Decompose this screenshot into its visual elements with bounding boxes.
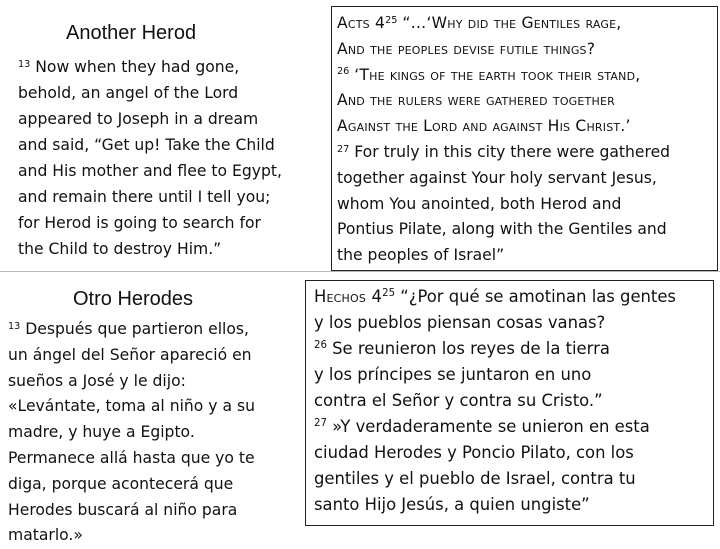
text-line: the peoples of Israel” (337, 246, 505, 265)
text-line-content: Después que partieron ellos, (25, 320, 250, 338)
text-line (314, 284, 676, 310)
verse-number: 13 (18, 58, 31, 70)
spanish-heading: Otro Herodes (73, 288, 194, 310)
spanish-mateo-text (8, 317, 255, 549)
text-line: behold, an angel of the Lord (18, 84, 239, 102)
text-line (8, 317, 255, 343)
english-acts-box (331, 6, 718, 271)
text-line: the Child to destroy Him.” (18, 240, 222, 258)
text-line: whom You anointed, both Herod and (337, 194, 622, 213)
text-line-content: For truly in this city there were gathered (354, 142, 671, 161)
text-line: santo Hijo Jesús, a quien ungiste” (314, 495, 590, 514)
verse-number: 27 (337, 143, 350, 155)
text-line: madre, y huye a Egipto. (8, 423, 195, 442)
text-line: ciudad Herodes y Poncio Pilato, con los (314, 443, 634, 462)
text-line: together against Your holy servant Jesus, (337, 168, 657, 187)
verse-number: 27 (314, 418, 327, 430)
text-line: And the peoples devise futile things? (337, 39, 596, 58)
text-line: un ángel del Señor apareció en (8, 345, 252, 364)
scripture-reference: Acts 4 (337, 14, 386, 32)
text-line: «Levántate, toma al niño y a su (8, 397, 256, 416)
text-line: And the rulers were gathered together (337, 91, 615, 110)
text-line: Pontius Pilate, along with the Gentiles and (337, 220, 667, 239)
section-divider (0, 271, 720, 272)
spanish-hechos-box (305, 280, 714, 526)
verse-number: 25 (382, 288, 396, 300)
text-line: Permanece allá hasta que yo te (8, 448, 255, 467)
verse-number: 25 (385, 14, 398, 26)
text-line: for Herod is going to search for (18, 214, 261, 232)
text-line: and said, “Get up! Take the Child (18, 136, 275, 154)
text-line: matarlo.» (8, 526, 83, 545)
text-line: gentiles y el pueblo de Israel, contra tu (314, 469, 636, 488)
text-line (314, 336, 676, 362)
text-line (18, 54, 282, 80)
text-line-content: Now when they had gone, (35, 58, 240, 76)
text-line (337, 63, 670, 89)
english-heading: Another Herod (66, 22, 197, 44)
spanish-hechos-text (314, 284, 676, 518)
english-acts-text (337, 11, 670, 269)
text-line (337, 140, 670, 166)
text-line: sueños a José y le dijo: (8, 371, 186, 390)
text-line-content: Se reunieron los reyes de la tierra (332, 339, 610, 358)
text-line: Against the Lord and against His Christ.’ (337, 117, 631, 136)
english-matthew-text (18, 54, 282, 262)
text-line: diga, porque acontecerá que (8, 474, 234, 493)
text-line: and remain there until I tell you; (18, 188, 271, 206)
text-line (314, 414, 676, 440)
verse-number: 13 (8, 320, 21, 332)
text-line: appeared to Joseph in a dream (18, 110, 259, 128)
text-line: and His mother and flee to Egypt, (18, 162, 282, 180)
scripture-reference: Hechos 4 (314, 287, 383, 306)
text-line (337, 11, 670, 37)
text-line: y los pueblos piensan cosas vanas? (314, 313, 606, 332)
text-line: Herodes buscará al niño para (8, 500, 238, 519)
text-line-content: »Y verdaderamente se unieron en esta (332, 417, 650, 436)
text-line-content: “…‘Why did the Gentiles rage, (402, 14, 622, 32)
text-line: y los príncipes se juntaron en uno (314, 365, 592, 384)
text-line-content: ‘The kings of the earth took their stand, (354, 65, 641, 84)
text-line-content: “¿Por qué se amotinan las gentes (400, 287, 676, 306)
verse-number: 26 (314, 340, 327, 352)
text-line: contra el Señor y contra su Cristo.” (314, 391, 603, 410)
verse-number: 26 (337, 66, 350, 78)
